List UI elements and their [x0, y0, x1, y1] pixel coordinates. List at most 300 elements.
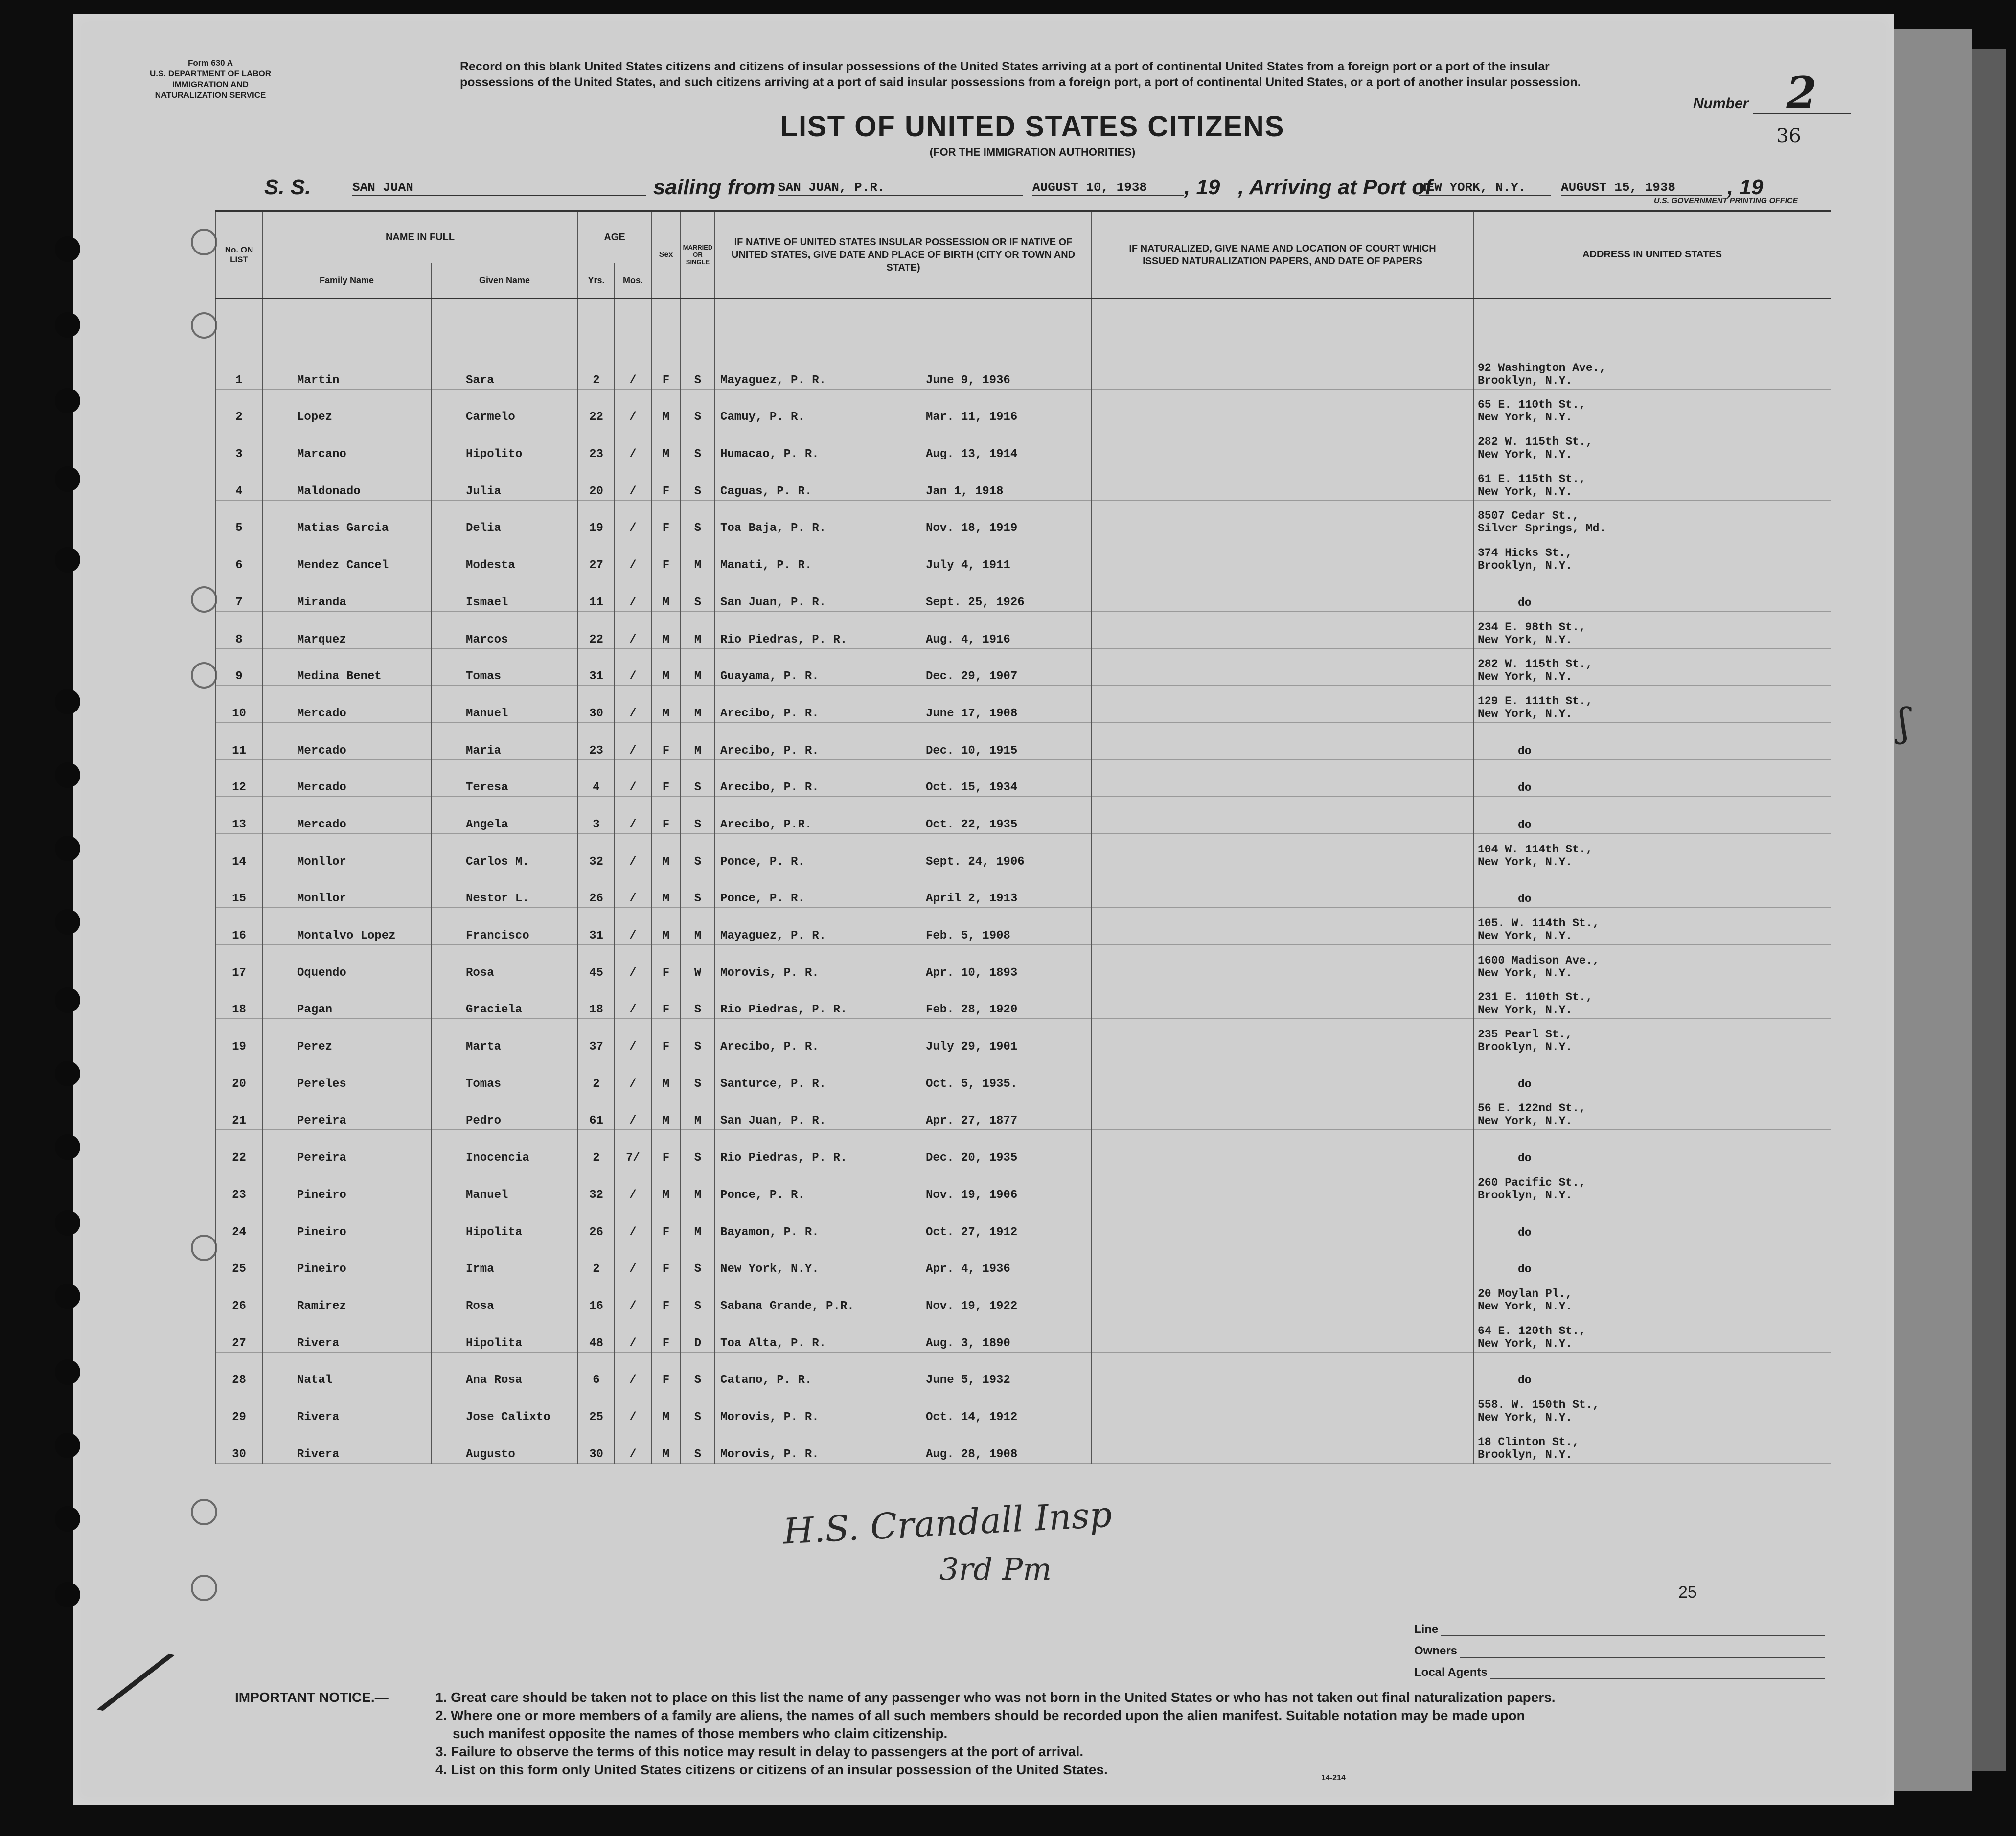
address-street: 234 E. 98th St.,	[1478, 620, 1586, 634]
table-row	[216, 871, 1831, 908]
age-months: /	[615, 426, 651, 463]
birth-place: Morovis, P. R.	[720, 966, 819, 980]
address-street: 558. W. 150th St.,	[1478, 1398, 1600, 1411]
birth-place-date	[715, 797, 1092, 834]
row-number: 19	[216, 1019, 262, 1056]
marital-status: W	[681, 945, 715, 982]
age-months: /	[615, 759, 651, 797]
address-street: 231 E. 110th St.,	[1478, 991, 1593, 1004]
birth-place: San Juan, P. R.	[720, 596, 826, 609]
birth-place: Ponce, P. R.	[720, 855, 805, 869]
birth-place-date	[715, 574, 1092, 612]
sex: M	[651, 574, 681, 612]
binder-hole	[55, 236, 80, 262]
address-city: do	[1518, 893, 1532, 906]
marital-status: M	[681, 1167, 715, 1204]
row-number: 9	[216, 648, 262, 686]
col-married-single: MARRIED OR SINGLE	[681, 211, 715, 298]
age-years: 37	[578, 1019, 615, 1056]
table-row	[216, 1352, 1831, 1389]
address	[1473, 1204, 1831, 1241]
birth-place: Toa Alta, P. R.	[720, 1336, 826, 1350]
marital-status: M	[681, 537, 715, 574]
marital-status: M	[681, 1204, 715, 1241]
birth-date: Oct. 22, 1935	[926, 818, 1018, 831]
age-months: /	[615, 1056, 651, 1093]
page-title: LIST OF UNITED STATES CITIZENS	[780, 111, 1285, 142]
birth-date: Aug. 28, 1908	[926, 1447, 1018, 1461]
given-name: Rosa	[431, 945, 578, 982]
address	[1473, 1093, 1831, 1130]
family-name: Monllor	[262, 833, 431, 871]
birth-date: Feb. 28, 1920	[926, 1003, 1018, 1017]
naturalization	[1092, 759, 1473, 797]
age-years: 2	[578, 1056, 615, 1093]
given-name: Marta	[431, 1019, 578, 1056]
row-number: 23	[216, 1167, 262, 1204]
row-number: 17	[216, 945, 262, 982]
binder-hole	[55, 987, 80, 1013]
birth-place: San Juan, P. R.	[720, 1114, 826, 1128]
table-row	[216, 574, 1831, 612]
row-number: 28	[216, 1352, 262, 1389]
row-number: 25	[216, 1241, 262, 1278]
birth-place: Arecibo, P. R.	[720, 744, 819, 757]
naturalization	[1092, 1019, 1473, 1056]
intro-instructions: Record on this blank United States citizens and citizens of insular possessions of the United States arriving at a port of continental United States from a foreign port or a port of the insular possessions of the United States, and such citizens arriving at a port of said insular possessions from a foreign port, a port of continental United States, or a port of another insular possession.	[460, 60, 1581, 89]
birth-place-date	[715, 611, 1092, 648]
family-name: Marquez	[262, 611, 431, 648]
birth-place: Mayaguez, P. R.	[720, 373, 826, 387]
age-years: 26	[578, 871, 615, 908]
marital-status: M	[681, 1093, 715, 1130]
col-place-of-birth: IF NATIVE OF UNITED STATES INSULAR POSSESSION OR IF NATIVE OF UNITED STATES, GIVE DATE AND PLACE OF BIRTH (CITY OR TOWN AND STATE)	[715, 211, 1092, 298]
birth-place-date	[715, 871, 1092, 908]
age-months: /	[615, 945, 651, 982]
table-row	[216, 352, 1831, 390]
age-years: 11	[578, 574, 615, 612]
address	[1473, 648, 1831, 686]
family-name: Natal	[262, 1352, 431, 1389]
naturalization	[1092, 463, 1473, 501]
birth-place: Morovis, P. R.	[720, 1447, 819, 1461]
birth-place-date	[715, 1167, 1092, 1204]
birth-date: Dec. 20, 1935	[926, 1151, 1018, 1165]
naturalization	[1092, 722, 1473, 759]
address	[1473, 389, 1831, 426]
naturalization	[1092, 1204, 1473, 1241]
marital-status: S	[681, 574, 715, 612]
margin-pencil-mark: ⟋	[92, 1624, 179, 1744]
marital-status: S	[681, 759, 715, 797]
family-name: Rivera	[262, 1315, 431, 1352]
birth-place: Rio Piedras, P. R.	[720, 633, 848, 646]
family-name: Matias Garcia	[262, 500, 431, 537]
birth-place-date	[715, 389, 1092, 426]
family-name: Mercado	[262, 797, 431, 834]
row-number: 16	[216, 908, 262, 945]
given-name: Julia	[431, 463, 578, 501]
arriving-label: , Arriving at Port of	[1238, 175, 1432, 199]
binder-hole	[55, 547, 80, 573]
number-label: Number	[1693, 95, 1749, 112]
age-years: 25	[578, 1389, 615, 1426]
table-row	[216, 908, 1831, 945]
table-row	[216, 389, 1831, 426]
marital-status: S	[681, 1426, 715, 1463]
family-name: Pereira	[262, 1130, 431, 1167]
family-name: Pineiro	[262, 1167, 431, 1204]
birth-date: Sept. 25, 1926	[926, 596, 1025, 609]
birth-date: Nov. 19, 1922	[926, 1299, 1018, 1313]
birth-place-date	[715, 463, 1092, 501]
birth-date: Oct. 15, 1934	[926, 781, 1018, 795]
family-name: Ramirez	[262, 1278, 431, 1315]
address-street: 65 E. 110th St.,	[1478, 398, 1586, 412]
address-city: New York, N.Y.	[1478, 930, 1573, 942]
col-sex: Sex	[651, 211, 681, 298]
age-months: /	[615, 463, 651, 501]
birth-place: Rio Piedras, P. R.	[720, 1151, 848, 1165]
marital-status: S	[681, 1056, 715, 1093]
marital-status: S	[681, 1130, 715, 1167]
birth-place: Arecibo, P.R.	[720, 818, 812, 831]
row-number: 29	[216, 1389, 262, 1426]
birth-place-date	[715, 1352, 1092, 1389]
given-name: Teresa	[431, 759, 578, 797]
given-name: Nestor L.	[431, 871, 578, 908]
family-name: Monllor	[262, 871, 431, 908]
address-city: New York, N.Y.	[1478, 1004, 1573, 1017]
given-name: Hipolito	[431, 426, 578, 463]
address-city: Brooklyn, N.Y.	[1478, 559, 1573, 573]
naturalization	[1092, 1130, 1473, 1167]
row-number: 24	[216, 1204, 262, 1241]
naturalization	[1092, 686, 1473, 723]
address-street: 61 E. 115th St.,	[1478, 472, 1586, 485]
family-name: Pineiro	[262, 1241, 431, 1278]
table-row	[216, 1278, 1831, 1315]
birth-date: Oct. 14, 1912	[926, 1410, 1018, 1424]
address-city: do	[1518, 744, 1532, 757]
age-years: 16	[578, 1278, 615, 1315]
reinforcement-ring	[191, 586, 217, 613]
naturalization	[1092, 982, 1473, 1019]
birth-place: Santurce, P. R.	[720, 1077, 826, 1091]
age-years: 27	[578, 537, 615, 574]
given-name: Irma	[431, 1241, 578, 1278]
binder-hole	[55, 1582, 80, 1607]
birth-place-date	[715, 759, 1092, 797]
col-yrs: Yrs.	[578, 263, 615, 298]
birth-place-date	[715, 982, 1092, 1019]
table-row	[216, 1204, 1831, 1241]
arrival-port: NEW YORK, N.Y.	[1419, 180, 1551, 196]
binder-hole	[55, 909, 80, 935]
birth-date: Mar. 11, 1916	[926, 411, 1018, 424]
family-name: Mercado	[262, 722, 431, 759]
department-name: U.S. DEPARTMENT OF LABOR	[149, 69, 272, 78]
family-name: Pereles	[262, 1056, 431, 1093]
age-months: /	[615, 797, 651, 834]
birth-place-date	[715, 1056, 1092, 1093]
naturalization	[1092, 1389, 1473, 1426]
table-row	[216, 982, 1831, 1019]
birth-place-date	[715, 833, 1092, 871]
address-city: New York, N.Y.	[1478, 1115, 1573, 1128]
marital-status: S	[681, 833, 715, 871]
birth-date: July 29, 1901	[926, 1040, 1018, 1054]
address	[1473, 722, 1831, 759]
age-months: /	[615, 871, 651, 908]
sex: F	[651, 945, 681, 982]
birth-place-date	[715, 1093, 1092, 1130]
binder-hole	[55, 1506, 80, 1532]
marital-status: S	[681, 1241, 715, 1278]
age-years: 6	[578, 1352, 615, 1389]
given-name: Graciela	[431, 982, 578, 1019]
given-name: Manuel	[431, 1167, 578, 1204]
age-years: 32	[578, 833, 615, 871]
age-months: /	[615, 1241, 651, 1278]
family-name: Pereira	[262, 1093, 431, 1130]
birth-date: Dec. 10, 1915	[926, 744, 1018, 757]
given-name: Sara	[431, 352, 578, 390]
age-years: 61	[578, 1093, 615, 1130]
row-number: 11	[216, 722, 262, 759]
age-years: 20	[578, 463, 615, 501]
age-months: /	[615, 1389, 651, 1426]
marital-status: S	[681, 1019, 715, 1056]
arrival-date: AUGUST 15, 1938	[1561, 180, 1722, 196]
address-street: 282 W. 115th St.,	[1478, 658, 1593, 671]
age-years: 26	[578, 1204, 615, 1241]
naturalization	[1092, 352, 1473, 390]
age-months: 7/	[615, 1130, 651, 1167]
service-name-1: IMMIGRATION AND	[172, 80, 249, 89]
age-years: 32	[578, 1167, 615, 1204]
marital-status: M	[681, 686, 715, 723]
table-row	[216, 797, 1831, 834]
notice-item: 3. Failure to observe the terms of this notice may result in delay to passengers at the port of arrival.	[435, 1744, 1084, 1759]
address-city: New York, N.Y.	[1478, 670, 1573, 684]
birth-date: April 2, 1913	[926, 892, 1018, 906]
notice-item: 2. Where one or more members of a family are aliens, the names of all such members should be recorded upon the alien manifest. Suitable notation may be made upon	[435, 1708, 1525, 1723]
family-name: Pineiro	[262, 1204, 431, 1241]
reinforcement-ring	[191, 1235, 217, 1261]
given-name: Marcos	[431, 611, 578, 648]
line-field	[1414, 1615, 1825, 1636]
age-months: /	[615, 1019, 651, 1056]
notice-item: 1. Great care should be taken not to place on this list the name of any passenger who was not born in the United States or who has not taken out final naturalization papers.	[435, 1690, 1556, 1705]
family-name: Montalvo Lopez	[262, 908, 431, 945]
given-name: Francisco	[431, 908, 578, 945]
age-years: 31	[578, 908, 615, 945]
sex: M	[651, 1167, 681, 1204]
address	[1473, 611, 1831, 648]
row-number: 26	[216, 1278, 262, 1315]
reinforcement-ring	[191, 229, 217, 255]
address-city: New York, N.Y.	[1478, 485, 1573, 498]
given-name: Manuel	[431, 686, 578, 723]
local-agents-field	[1414, 1658, 1825, 1679]
sex: M	[651, 611, 681, 648]
naturalization	[1092, 574, 1473, 612]
birth-date: Aug. 3, 1890	[926, 1336, 1010, 1350]
family-name: Miranda	[262, 574, 431, 612]
family-name: Mendez Cancel	[262, 537, 431, 574]
sex: F	[651, 1019, 681, 1056]
age-years: 2	[578, 352, 615, 390]
age-months: /	[615, 1204, 651, 1241]
birth-date: July 4, 1911	[926, 559, 1010, 573]
row-number: 30	[216, 1426, 262, 1463]
page-number: 36	[1776, 125, 1801, 147]
age-months: /	[615, 833, 651, 871]
row-number: 7	[216, 574, 262, 612]
address-street: 104 W. 114th St.,	[1478, 843, 1593, 856]
table-row	[216, 463, 1831, 501]
address-city: Brooklyn, N.Y.	[1478, 1189, 1573, 1202]
address-city: Brooklyn, N.Y.	[1478, 374, 1573, 387]
marital-status: S	[681, 1352, 715, 1389]
birth-place: Manati, P. R.	[720, 559, 812, 573]
family-name: Marcano	[262, 426, 431, 463]
address-city: do	[1518, 1078, 1532, 1091]
birth-place-date	[715, 686, 1092, 723]
given-name: Tomas	[431, 648, 578, 686]
given-name: Rosa	[431, 1278, 578, 1315]
sex: F	[651, 500, 681, 537]
row-number: 2	[216, 389, 262, 426]
sex: M	[651, 1093, 681, 1130]
age-months: /	[615, 722, 651, 759]
birth-date: Dec. 29, 1907	[926, 670, 1018, 684]
row-number: 8	[216, 611, 262, 648]
row-number: 13	[216, 797, 262, 834]
family-name: Pagan	[262, 982, 431, 1019]
sailing-label: sailing from	[653, 175, 776, 199]
naturalization	[1092, 871, 1473, 908]
row-number: 1	[216, 352, 262, 390]
ship-name: SAN JUAN	[352, 180, 646, 196]
notice-item: 4. List on this form only United States citizens or citizens of an insular possession of the United States.	[435, 1762, 1108, 1777]
given-name: Pedro	[431, 1093, 578, 1130]
year-prefix: , 19	[1727, 175, 1764, 199]
col-age: AGE	[578, 211, 651, 264]
birth-place-date	[715, 1019, 1092, 1056]
form-code: 14-214	[1321, 1774, 1346, 1782]
naturalization	[1092, 611, 1473, 648]
address-city: New York, N.Y.	[1478, 411, 1573, 424]
address-city: do	[1518, 1374, 1532, 1387]
birth-date: Aug. 13, 1914	[926, 448, 1018, 461]
given-name: Delia	[431, 500, 578, 537]
address	[1473, 833, 1831, 871]
age-months: /	[615, 1352, 651, 1389]
form-identifier	[137, 58, 284, 101]
sex: F	[651, 352, 681, 390]
age-years: 22	[578, 611, 615, 648]
birth-date: Apr. 4, 1936	[926, 1262, 1010, 1276]
given-name: Carlos M.	[431, 833, 578, 871]
address-street: 282 W. 115th St.,	[1478, 436, 1593, 449]
marital-status: S	[681, 500, 715, 537]
col-name-in-full: NAME IN FULL	[262, 211, 578, 264]
address	[1473, 871, 1831, 908]
naturalization	[1092, 1278, 1473, 1315]
age-years: 4	[578, 759, 615, 797]
naturalization	[1092, 1167, 1473, 1204]
age-months: /	[615, 1315, 651, 1352]
naturalization	[1092, 1426, 1473, 1463]
binder-hole	[55, 1134, 80, 1160]
form-number: Form 630 A	[188, 58, 233, 68]
binder-hole	[55, 388, 80, 413]
address-street: 18 Clinton St.,	[1478, 1435, 1580, 1448]
col-naturalized: IF NATURALIZED, GIVE NAME AND LOCATION OF COURT WHICH ISSUED NATURALIZATION PAPERS, AND DATE OF PAPERS	[1092, 211, 1473, 298]
birth-date: Sept. 24, 1906	[926, 855, 1025, 869]
table-row	[216, 537, 1831, 574]
birth-date: Feb. 5, 1908	[926, 929, 1010, 942]
address	[1473, 982, 1831, 1019]
naturalization	[1092, 1352, 1473, 1389]
sex: F	[651, 1204, 681, 1241]
row-number: 27	[216, 1315, 262, 1352]
family-name: Oquendo	[262, 945, 431, 982]
sex: M	[651, 426, 681, 463]
address	[1473, 574, 1831, 612]
birth-place: Sabana Grande, P.R.	[720, 1299, 854, 1313]
address-street: 129 E. 111th St.,	[1478, 694, 1593, 708]
given-name: Tomas	[431, 1056, 578, 1093]
birth-place-date	[715, 1315, 1092, 1352]
birth-place-date	[715, 648, 1092, 686]
page-subtitle: (FOR THE IMMIGRATION AUTHORITIES)	[929, 146, 1136, 158]
address-city: New York, N.Y.	[1478, 1300, 1573, 1313]
sex: M	[651, 686, 681, 723]
address-street: 64 E. 120th St.,	[1478, 1324, 1586, 1337]
age-years: 22	[578, 389, 615, 426]
list-number	[1693, 67, 1851, 119]
address	[1473, 945, 1831, 982]
given-name: Jose Calixto	[431, 1389, 578, 1426]
binder-hole	[55, 312, 80, 338]
address-street: 374 Hicks St.,	[1478, 547, 1573, 560]
ss-label: S. S.	[264, 175, 311, 199]
birth-place-date	[715, 1426, 1092, 1463]
address	[1473, 1130, 1831, 1167]
binder-hole	[55, 1061, 80, 1086]
naturalization	[1092, 426, 1473, 463]
passenger-table	[215, 210, 1831, 1464]
naturalization	[1092, 389, 1473, 426]
number-value: 2	[1753, 73, 1851, 114]
birth-place-date	[715, 908, 1092, 945]
address-city: do	[1518, 596, 1532, 609]
table-row	[216, 1093, 1831, 1130]
address-city: do	[1518, 1263, 1532, 1276]
given-name: Ismael	[431, 574, 578, 612]
birth-place: Arecibo, P. R.	[720, 707, 819, 720]
address-city: do	[1518, 781, 1532, 795]
address	[1473, 1389, 1831, 1426]
given-name: Ana Rosa	[431, 1352, 578, 1389]
sex: F	[651, 463, 681, 501]
given-name: Modesta	[431, 537, 578, 574]
row-number: 14	[216, 833, 262, 871]
binder-hole	[55, 466, 80, 492]
